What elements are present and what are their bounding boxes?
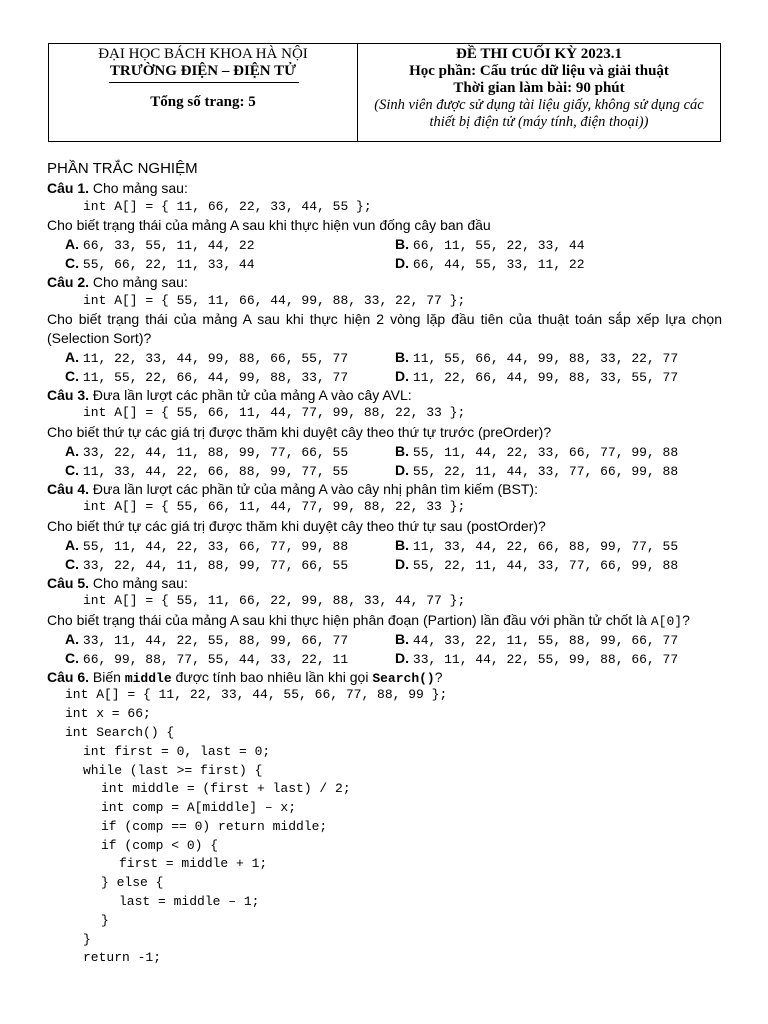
code-line: last = middle – 1;	[119, 894, 260, 910]
option-d: D. 66, 44, 55, 33, 11, 22	[395, 254, 585, 272]
options-row	[47, 348, 722, 367]
exam-duration: Thời gian làm bài: 90 phút	[453, 80, 625, 96]
code-line: } else {	[101, 875, 164, 891]
option-c: C. 11, 33, 44, 22, 66, 88, 99, 77, 55	[65, 461, 349, 479]
options-row	[47, 235, 722, 254]
code-line: int A[] = { 11, 66, 22, 33, 44, 55 };	[83, 198, 372, 214]
option-c: C. 11, 55, 22, 66, 44, 99, 88, 33, 77	[65, 367, 349, 385]
func-search: Search()	[372, 670, 435, 686]
question-2	[47, 273, 722, 292]
question-label: Câu 6.	[47, 668, 90, 685]
question-label: Câu 5.	[47, 574, 90, 591]
header-right-cell	[358, 44, 720, 141]
question-prompt: Cho biết thứ tự các giá trị được thăm khi duyệt cây theo thứ tự sau (postOrder)?	[47, 518, 546, 535]
options-row	[47, 649, 722, 668]
option-d: D. 11, 22, 66, 44, 99, 88, 33, 55, 77	[395, 367, 679, 385]
options-row	[47, 536, 722, 555]
question-4	[47, 480, 722, 499]
option-c: C. 55, 66, 22, 11, 33, 44	[65, 254, 255, 272]
option-a: A. 66, 33, 55, 11, 44, 22	[65, 236, 255, 254]
option-b: B. 11, 33, 44, 22, 66, 88, 99, 77, 55	[395, 536, 679, 554]
option-b: B. 11, 55, 66, 44, 99, 88, 33, 22, 77	[395, 348, 679, 366]
option-b: B. 55, 11, 44, 22, 33, 66, 77, 99, 88	[395, 442, 679, 460]
pivot-code: A[0]	[650, 614, 683, 630]
question-5	[47, 574, 722, 593]
university-name: ĐẠI HỌC BÁCH KHOA HÀ NỘI	[98, 46, 308, 62]
options-row	[47, 630, 722, 649]
question-label: Câu 2.	[47, 273, 90, 290]
question-3	[47, 386, 722, 405]
header-left-cell	[49, 44, 358, 141]
option-d: D. 55, 22, 11, 44, 33, 77, 66, 99, 88	[395, 555, 679, 573]
var-middle: middle	[124, 670, 172, 686]
question-6: Câu 6. Biến middle được tính bao nhiêu lần khi gọi Search()?	[47, 668, 443, 686]
question-label: Câu 1.	[47, 179, 90, 196]
exam-title: ĐỀ THI CUỐI KỲ 2023.1	[456, 46, 622, 62]
question-prompt: Cho biết trạng thái của mảng A sau khi thực hiện phân đoạn (Partion) lần đầu với phần tử chốt là A[0]?	[47, 612, 690, 630]
section-title: PHẦN TRẮC NGHIỆM	[47, 160, 198, 177]
question-label: Câu 3.	[47, 386, 90, 403]
option-a: A. 11, 22, 33, 44, 99, 88, 66, 55, 77	[65, 348, 349, 366]
option-c: C. 66, 99, 88, 77, 55, 44, 33, 22, 11	[65, 649, 349, 667]
question-prompt: Cho biết thứ tự các giá trị được thăm khi duyệt cây theo thứ tự trước (preOrder)?	[47, 424, 552, 441]
question-prompt: Cho biết trạng thái của mảng A sau khi thực hiện 2 vòng lặp đầu tiên của thuật toán sắp xếp lựa chọn	[47, 311, 722, 328]
code-line: if (comp < 0) {	[101, 837, 219, 853]
code-line: int A[] = { 55, 11, 66, 22, 99, 88, 33, 44, 77 };	[83, 593, 466, 609]
question-text: Cho mảng sau:	[89, 574, 188, 591]
options-row	[47, 367, 722, 386]
school-name: TRƯỜNG ĐIỆN – ĐIỆN TỬ	[109, 63, 297, 79]
code-line: return -1;	[83, 950, 162, 966]
question-prompt: Cho biết trạng thái của mảng A sau khi thực hiện vun đống cây ban đầu	[47, 217, 491, 234]
question-text: Đưa lần lượt các phần tử của mảng A vào cây nhị phân tìm kiếm (BST):	[89, 480, 538, 497]
option-a: A. 33, 22, 44, 11, 88, 99, 77, 66, 55	[65, 442, 349, 460]
options-row	[47, 555, 722, 574]
question-prompt-cont: (Selection Sort)?	[47, 330, 152, 347]
question-text: Đưa lần lượt các phần tử của mảng A vào cây AVL:	[89, 386, 412, 403]
question-text: Cho mảng sau:	[89, 273, 188, 290]
exam-header	[48, 43, 721, 142]
question-1	[47, 179, 722, 198]
option-b: B. 66, 11, 55, 22, 33, 44	[395, 236, 585, 254]
code-line: while (last >= first) {	[83, 762, 263, 778]
code-line: int A[] = { 55, 66, 11, 44, 77, 99, 88, 22, 33 };	[83, 405, 466, 421]
code-line: int A[] = { 55, 66, 11, 44, 77, 99, 88, 22, 33 };	[83, 499, 466, 515]
option-a: A. 33, 11, 44, 22, 55, 88, 99, 66, 77	[65, 630, 349, 648]
header-underline	[109, 82, 299, 83]
code-line: }	[101, 912, 109, 928]
question-text: Cho mảng sau:	[89, 179, 188, 196]
code-line: int first = 0, last = 0;	[83, 743, 271, 759]
code-line: int A[] = { 11, 22, 33, 44, 55, 66, 77, 88, 99 };	[65, 687, 448, 703]
option-b: B. 44, 33, 22, 11, 55, 88, 99, 66, 77	[395, 630, 679, 648]
options-row	[47, 254, 722, 273]
code-line: first = middle + 1;	[119, 856, 268, 872]
total-pages: Tổng số trang: 5	[150, 94, 256, 110]
option-d: D. 33, 11, 44, 22, 55, 99, 88, 66, 77	[395, 649, 679, 667]
exam-note: (Sinh viên được sử dụng tài liệu giấy, không sử dụng các thiết bị điện tử (máy tính, điện thoại))	[374, 97, 704, 130]
code-line: int comp = A[middle] – x;	[101, 800, 297, 816]
code-line: int Search() {	[65, 724, 175, 740]
option-a: A. 55, 11, 44, 22, 33, 66, 77, 99, 88	[65, 536, 349, 554]
options-row	[47, 461, 722, 480]
code-line: if (comp == 0) return middle;	[101, 818, 328, 834]
code-line: int x = 66;	[65, 706, 151, 722]
code-line: }	[83, 931, 91, 947]
question-label: Câu 4.	[47, 480, 90, 497]
code-line: int middle = (first + last) / 2;	[101, 781, 351, 797]
options-row	[47, 442, 722, 461]
course-name: Học phần: Cấu trúc dữ liệu và giải thuật	[409, 63, 669, 79]
option-c: C. 33, 22, 44, 11, 88, 99, 77, 66, 55	[65, 555, 349, 573]
exam-content	[47, 160, 722, 968]
code-line: int A[] = { 55, 11, 66, 44, 99, 88, 33, 22, 77 };	[83, 292, 466, 308]
option-d: D. 55, 22, 11, 44, 33, 77, 66, 99, 88	[395, 461, 679, 479]
